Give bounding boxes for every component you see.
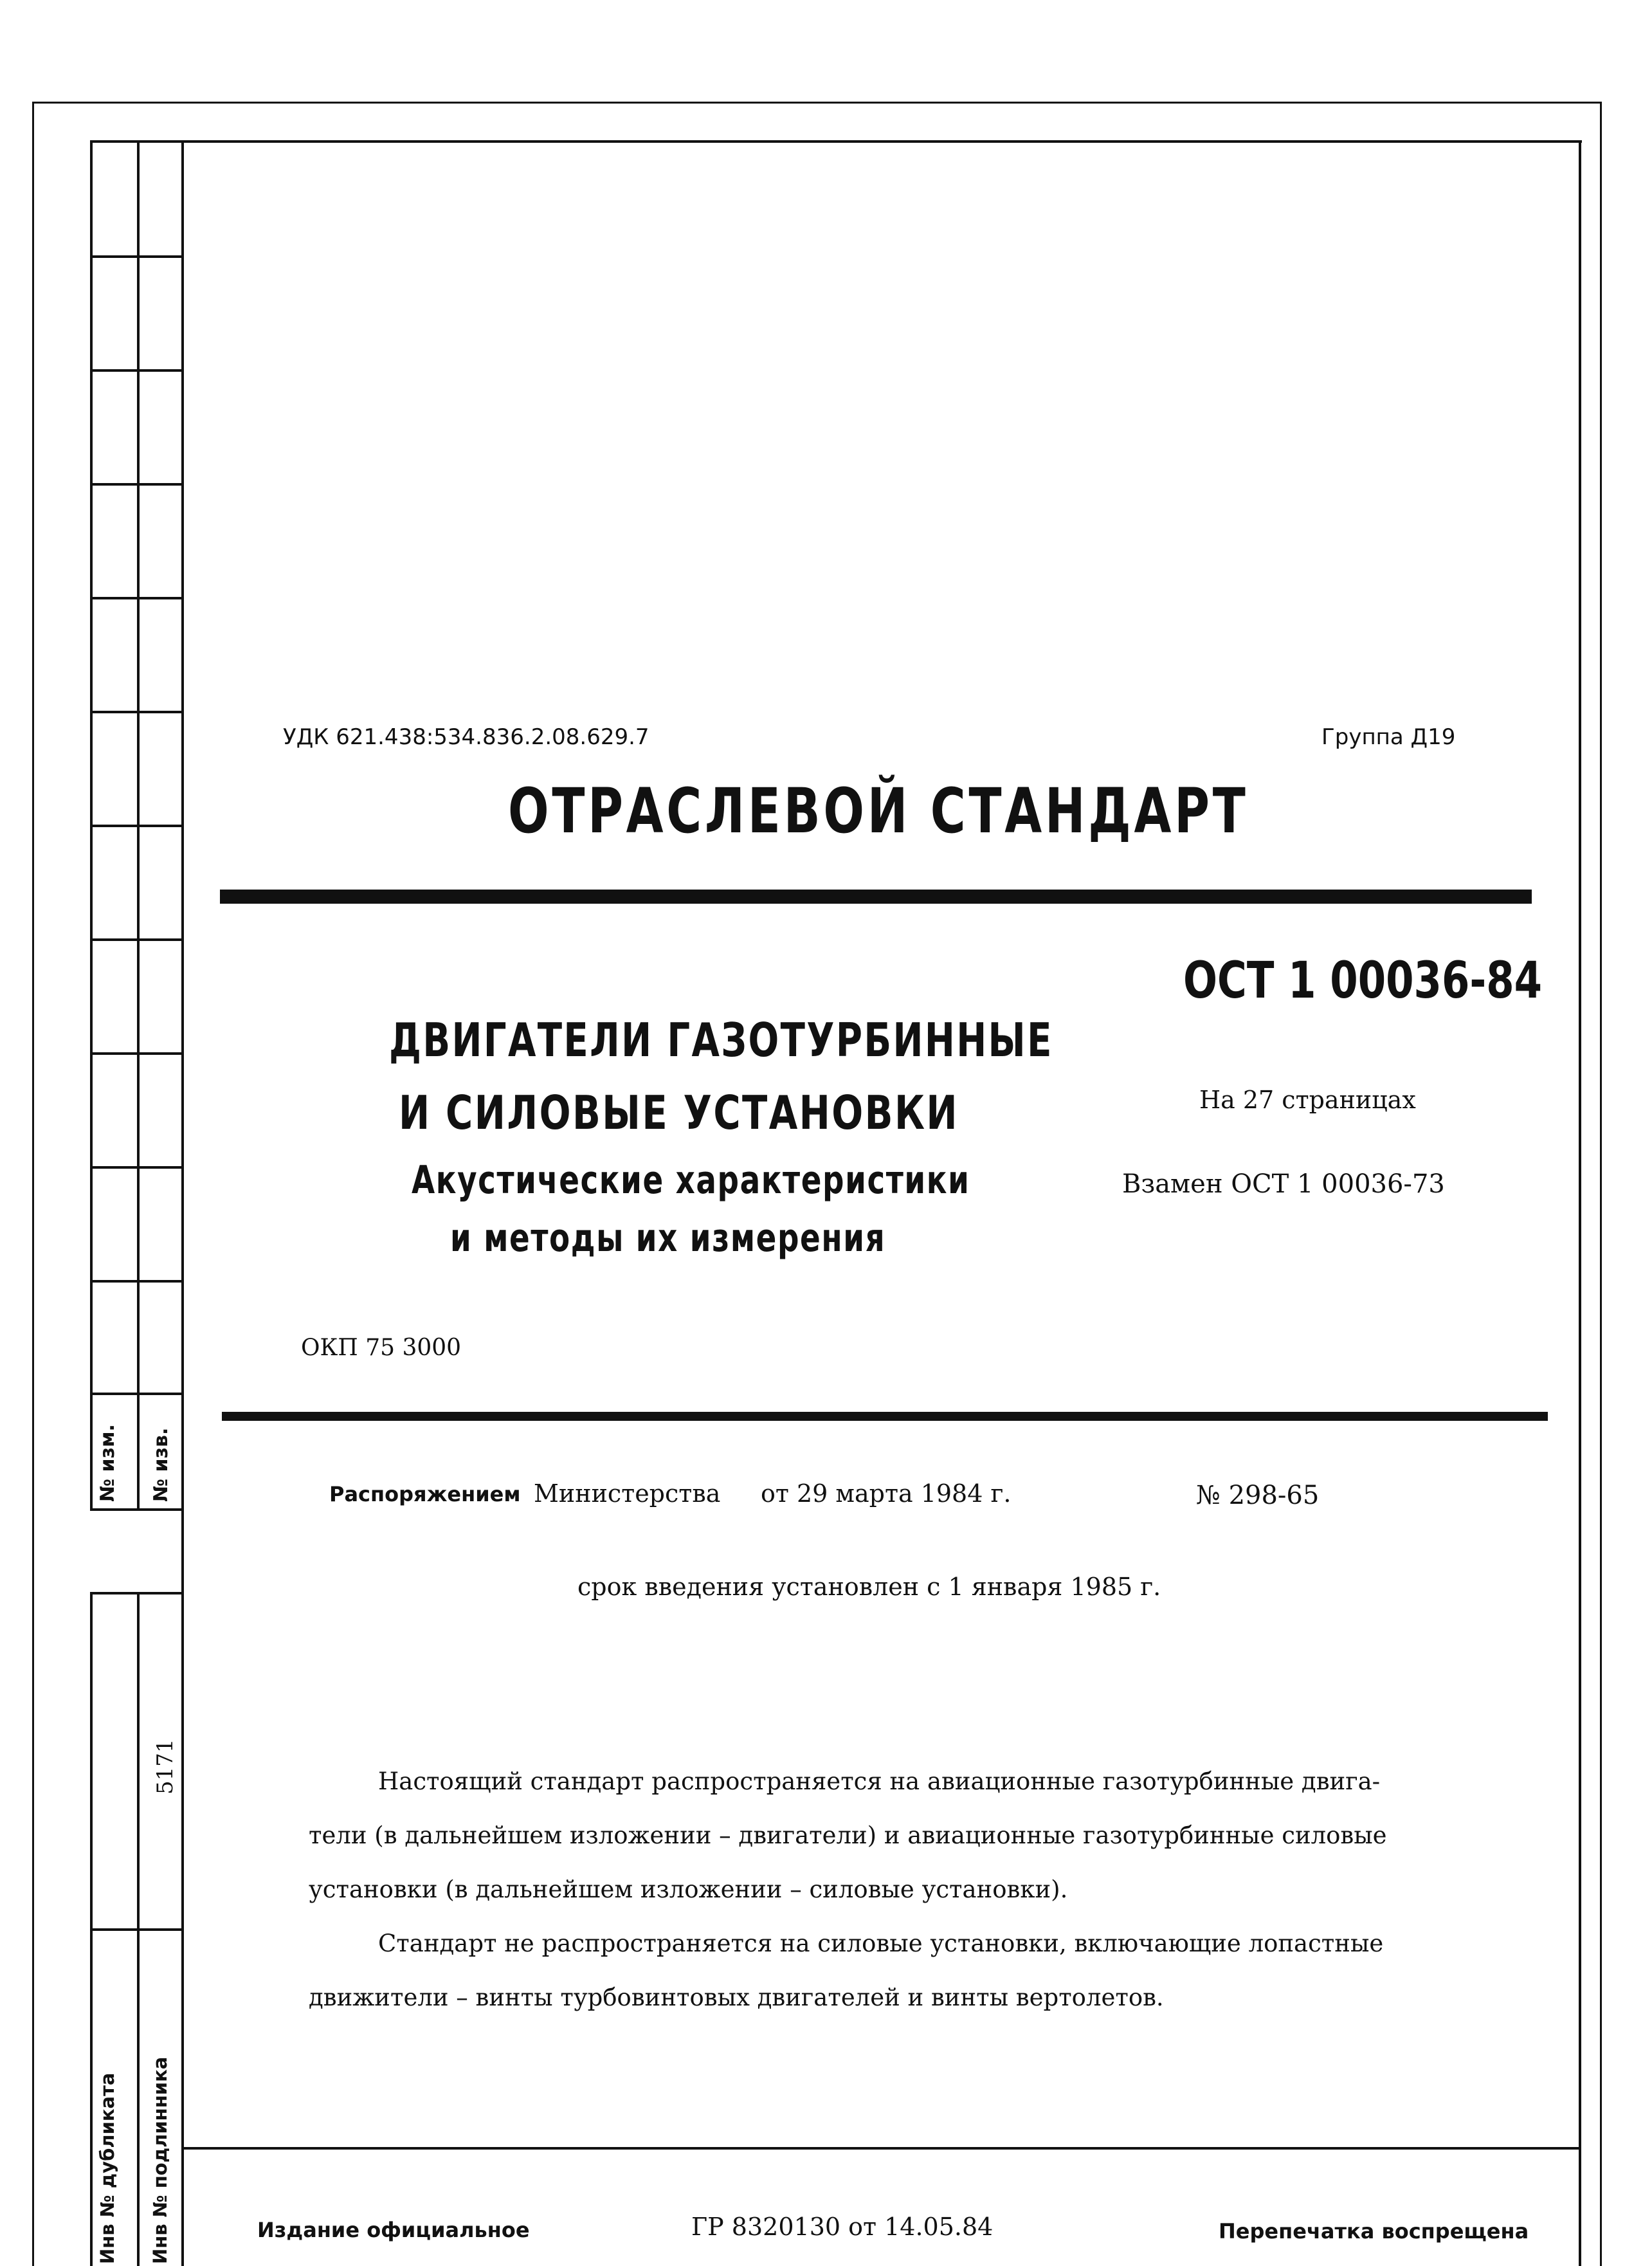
stamp-row-line [90, 255, 183, 258]
outer-frame-left [32, 102, 34, 2266]
udk-code: УДК 621.438:534.836.2.08.629.7 [283, 724, 649, 750]
page-count: На 27 страницах [1199, 1086, 1416, 1114]
title-line1: ДВИГАТЕЛИ ГАЗОТУРБИННЫЕ [389, 1013, 1053, 1067]
standard-heading: ОТРАСЛЕВОЙ СТАНДАРТ [508, 775, 1249, 847]
stamp-row-line [90, 1508, 183, 1511]
group-code: Группа Д19 [1321, 724, 1456, 750]
body-line-3: установки (в дальнейшем изложении – силовые установки). [309, 1876, 1068, 1903]
footer-edition: Издание официальное [257, 2218, 530, 2242]
stamp-row-line [90, 597, 183, 599]
body-line-1: Настоящий стандарт распространяется на авиационные газотурбинные двига- [378, 1768, 1381, 1795]
stamp-row-line [90, 369, 183, 372]
stamp-row-line [90, 1052, 183, 1055]
footer-registration: ГР 8320130 от 14.05.84 [691, 2213, 994, 2241]
stamp-row-line [90, 1280, 183, 1283]
stamp-row-line [90, 1393, 183, 1395]
stamp-izv-label: № изв. [150, 1427, 172, 1502]
body-line-5: движители – винты турбовинтовых двигателей и винты вертолетов. [309, 1984, 1164, 2011]
effective-date: срок введения установлен с 1 января 1985 г. [577, 1573, 1161, 1601]
body-line-4: Стандарт не распространяется на силовые установки, включающие лопастные [378, 1930, 1384, 1957]
stamp-row-line [90, 938, 183, 941]
order-body: Министерства [534, 1479, 721, 1508]
stamp-row-line [90, 483, 183, 486]
subtitle-line2: и методы их измерения [450, 1216, 886, 1261]
stamp-izm-label: № изм. [96, 1424, 119, 1502]
outer-frame-top [32, 102, 1601, 104]
inner-frame-right [1579, 140, 1581, 2266]
stamp-lower-mid [90, 1928, 183, 1931]
stamp-row-line [90, 825, 183, 827]
outer-frame-right [1600, 102, 1602, 2266]
order-label: Распоряжением [329, 1482, 521, 1506]
stamp-row-line [90, 1166, 183, 1169]
heading-rule-top [220, 890, 1532, 904]
inner-frame-top [90, 140, 1582, 143]
footer-rule [181, 2147, 1581, 2150]
standard-designation: ОСТ 1 00036-84 [1183, 952, 1543, 1010]
stamp-original-number: 5171 [152, 1739, 178, 1795]
title-line2: И СИЛОВЫЕ УСТАНОВКИ [399, 1086, 959, 1140]
okp-code: ОКП 75 3000 [301, 1335, 462, 1361]
stamp-row-line [90, 711, 183, 713]
subtitle-line1: Акустические характеристики [412, 1158, 970, 1203]
body-line-2: тели (в дальнейшем изложении – двигатели) и авиационные газотурбинные силовые [309, 1822, 1387, 1849]
inner-frame-left [181, 140, 184, 2266]
replaces-standard: Взамен ОСТ 1 00036-73 [1122, 1169, 1445, 1199]
order-number: № 298-65 [1196, 1481, 1320, 1510]
order-date: от 29 марта 1984 г. [761, 1479, 1012, 1508]
stamp-podl-label: Инв № подлинника [149, 2056, 171, 2264]
stamp-dub-label: Инв № дубликата [96, 2072, 118, 2264]
footer-reprint: Перепечатка воспрещена [1219, 2219, 1529, 2243]
heading-rule-bottom [222, 1412, 1548, 1421]
